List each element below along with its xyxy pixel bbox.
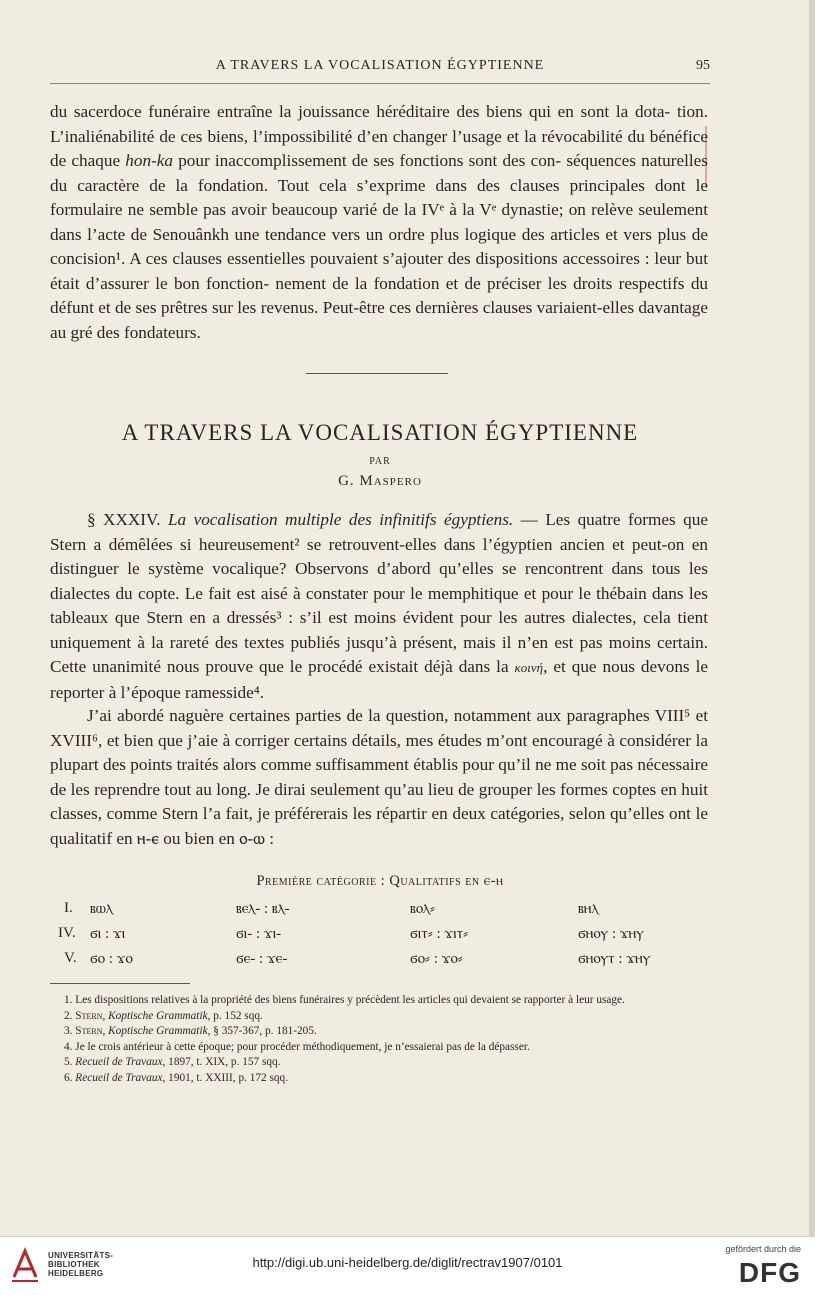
- form-pronominal: ϭⲓⲧ⸗ : ϫⲓⲧ⸗: [410, 926, 469, 942]
- byline-par: PAR: [369, 456, 391, 467]
- form-qualitative: ϭⲏⲟⲩⲧ : ϫⲏⲩ: [578, 951, 651, 967]
- line: pouvaient s’ajouter des dispositions accessoires : leur but était d’assurer le bon fonction-: [50, 249, 708, 293]
- footnote: [50, 1055, 708, 1071]
- footnote-title: Koptische Grammatik: [108, 1025, 208, 1038]
- funding-note: gefördert durch die: [725, 1244, 801, 1254]
- author-name: G. Maspero: [338, 473, 422, 489]
- line: séquences naturelles du caractère de la fondation. Tout cela s’exprime dans des clauses: [50, 151, 708, 195]
- section-separator: [306, 373, 448, 374]
- line: nement de la fondation et de préciser les droits respectifs du défunt et de ses prêtres: [50, 273, 709, 317]
- footnote-ref: , p. 152 sqq.: [207, 1009, 263, 1022]
- footnote-rule: [50, 983, 190, 984]
- table-row: [50, 950, 710, 972]
- line: principales dont le formulaire ne semble pas avoir beaucoup varié de la IVᵉ à la: [50, 175, 708, 219]
- viewer-footer: [0, 1236, 815, 1295]
- footnote-ref: , 1897, t. XIX, p. 157 sqq.: [162, 1056, 281, 1069]
- line: ordre plus logique des articles et vers plus de concision¹. A ces clauses essentielles: [50, 224, 709, 268]
- line: Vᵉ dynastie; on relève seulement dans l’acte de Senouânkh une tendance vers un: [50, 200, 708, 244]
- footnote-title: Recueil de Travaux: [75, 1071, 163, 1084]
- line: fondateurs.: [123, 322, 201, 342]
- footnote-number: 6.: [64, 1071, 76, 1084]
- footnote: 1. Les dispositions relatives à la propriété des biens funéraires y précèdent les articles qui devaient se rapporter à leur usage.: [64, 994, 625, 1006]
- article-title: A TRAVERS LA VOCALISATION ÉGYPTIENNE: [121, 420, 639, 445]
- library-name-line: HEIDELBERG: [48, 1269, 104, 1278]
- dfg-logo[interactable]: DFG: [738, 1257, 801, 1288]
- body-paragraph-1: [50, 508, 708, 705]
- footnotes: [50, 993, 708, 1087]
- section-number: § XXXIV.: [87, 510, 168, 529]
- library-name-line: UNIVERSITÄTS-: [48, 1251, 114, 1260]
- row-number: V.: [64, 950, 77, 966]
- footnote-ref: , § 357-367, p. 181-205.: [207, 1025, 317, 1038]
- row-number: I.: [64, 900, 73, 916]
- line: du bénéfice de chaque: [50, 126, 709, 170]
- paragraph-text: J’ai abordé naguère certaines parties de la question, notamment aux paragraphes VIII⁵ et XVIII⁶, et bien que j’aie à corriger certains détails, mes études m’ont encouragé à considérer la plupart des points traités alors comme suffisamment établis pour qu’il ne me soit pas nécessaire de les reprendre tout au long. Je dirai seulement qu’au lieu de grouper les formes coptes en huit classes, comme Stern l’a fait, je préférerais les répartir en deux catégories, selon qu’elles ont le qualitatif en ⲏ-ⲉ ou bien en ⲟ-ⲱ :: [50, 706, 708, 848]
- footnote: 4. Je le crois antérieur à cette époque; pour procéder méthodiquement, je n’essaierai pas de la dépasser.: [64, 1040, 530, 1053]
- form-pronominal: ϭⲟ⸗ : ϫⲟ⸗: [410, 951, 463, 967]
- row-number: IV.: [58, 925, 76, 941]
- footnote-number: 2.: [64, 1009, 76, 1022]
- form-qualitative: ϭⲏⲟⲩ : ϫⲏⲩ: [578, 926, 644, 942]
- continuation-paragraph: [50, 100, 708, 345]
- table-row: [50, 925, 710, 947]
- footnote-title: Recueil de Travaux: [75, 1056, 163, 1069]
- body-paragraph-2: [50, 704, 708, 851]
- form-construct: ϭⲓ- : ϫⲓ-: [236, 926, 282, 942]
- form-construct: ⲃⲉⲗ- : ⲃⲗ-: [236, 901, 290, 917]
- footnote-ref: , 1901, t. XXIII, p. 172 sqq.: [162, 1071, 289, 1084]
- running-head: [50, 54, 710, 78]
- form-pronominal: ⲃⲟⲗ⸗: [410, 901, 435, 917]
- footnote-number: 5.: [64, 1056, 76, 1069]
- form-infinitive: ϭⲟ : ϫⲟ: [90, 951, 133, 967]
- form-infinitive: ϭⲓ : ϫⲓ: [90, 926, 126, 942]
- form-infinitive: ⲃⲱⲗ: [90, 901, 113, 917]
- line: du sacerdoce funéraire entraîne la jouissance héréditaire des biens qui en sont la dota-: [50, 102, 671, 121]
- running-head-title: A TRAVERS LA VOCALISATION ÉGYPTIENNE: [215, 58, 545, 73]
- permalink-url[interactable]: http://digi.ub.uni-heidelberg.de/diglit/rectrav1907/0101: [252, 1255, 563, 1270]
- paragraph-text: — Les quatre formes que Stern a démêlées si heureusement² se retrouvent-elles dans l’égyptien ancien et peut-on en distinguer le système vocalique? Observons d’abord qu’elles se rencontrent dans tous les dialectes du copte. Le fait est aisé à constater pour le memphitique et pour le thébain dans les tableaux que Stern en a dressés³ : s’il est moins évident pour les autres dialectes, cela tient uniquement à la rareté des textes publiés jusqu’à présent, mais il n’en est pas moins certain. Cette unanimité nous prouve que le procédé existait déjà dans la: [50, 510, 708, 676]
- footnote-author: Stern: [75, 1009, 103, 1022]
- header-rule: [50, 83, 710, 84]
- form-qualitative: ⲃⲏⲗ: [578, 901, 599, 917]
- footnote-title: Koptische Grammatik: [108, 1009, 208, 1022]
- page-number: 95: [696, 58, 710, 73]
- footnote: 2. Stern, Koptische Grammatik, p. 152 sqq.: [64, 1009, 263, 1022]
- library-name-line: BIBLIOTHEK: [48, 1260, 100, 1269]
- footnote-number: 3.: [64, 1025, 76, 1038]
- footnote-author: Stern: [75, 1025, 103, 1038]
- section-heading: La vocalisation multiple des infinitifs égyptiens.: [167, 510, 514, 529]
- line: tion. L’inaliénabilité de ces biens, l’impossibilité d’en changer l’usage et la révocabilité: [50, 102, 709, 146]
- line: pour inaccomplissement de ses fonctions sont des con-: [173, 151, 562, 170]
- greek-word: κοινή: [514, 660, 544, 675]
- footnote: 3. Stern, Koptische Grammatik, § 357-367, p. 181-205.: [64, 1025, 317, 1038]
- footnote: [50, 1071, 708, 1087]
- form-construct: ϭⲉ- : ϫⲉ-: [236, 951, 288, 967]
- table-row: [50, 900, 710, 922]
- table-heading: Première catégorie : Qualitatifs en ⲉ-ⲏ: [256, 873, 504, 889]
- italic-term: hon-ka: [125, 151, 174, 170]
- line: sur les revenus. Peut-être ces dernières clauses variaient-elles davantage au gré des: [50, 298, 708, 342]
- paragraph-text: , et que nous devons le reporter à l’époque ramesside⁴.: [50, 657, 708, 702]
